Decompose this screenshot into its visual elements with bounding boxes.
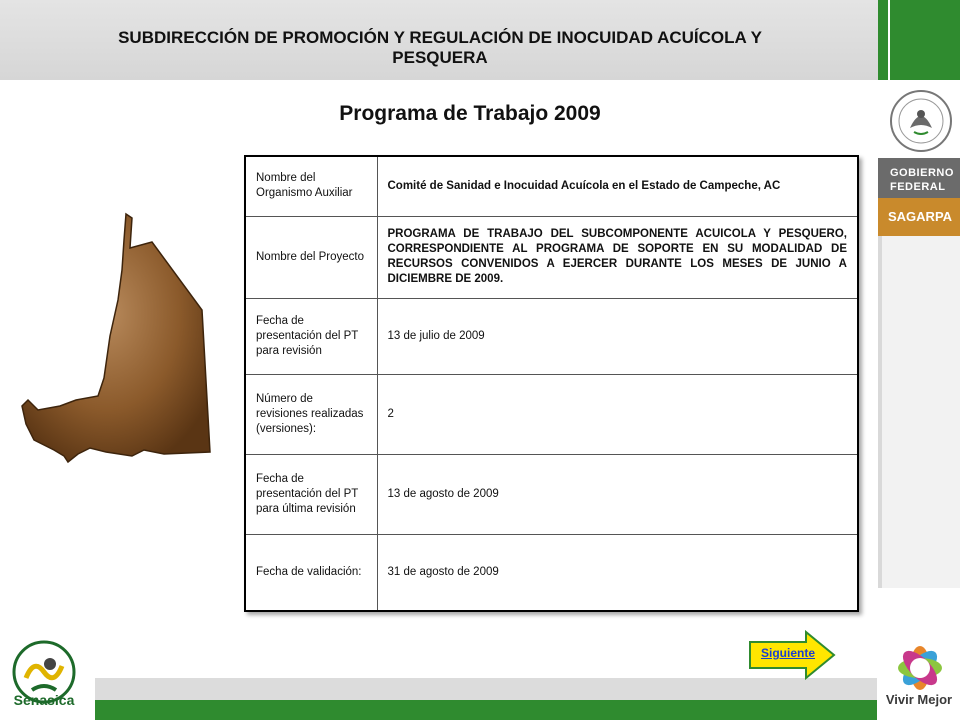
table-row xyxy=(245,156,858,216)
gobierno-federal-label: GOBIERNO FEDERAL xyxy=(878,158,960,202)
table-value-cell: 13 de julio de 2009 xyxy=(377,298,858,374)
table-row xyxy=(245,298,858,374)
table-value-cell: 13 de agosto de 2009 xyxy=(377,454,858,534)
vivir-mejor-label: Vivir Mejor xyxy=(885,692,953,707)
table-value-cell: 31 de agosto de 2009 xyxy=(377,534,858,611)
mexico-seal-icon xyxy=(886,88,956,154)
table-row xyxy=(245,534,858,611)
sagarpa-label: SAGARPA xyxy=(878,198,960,236)
table-value-cell: PROGRAMA DE TRABAJO DEL SUBCOMPONENTE ACUICOLA Y PESQUERO, CORRESPONDIENTE AL PROGRAMA DE SOPORTE EN SU MODALIDAD DE RECURSOS CONVENIDOS A EJERCER DURANTE LOS MESES DE JUNIO A DICIEMBRE DE 2009. xyxy=(377,216,858,298)
senasica-label: Senasica xyxy=(13,692,75,708)
next-link[interactable]: Siguiente xyxy=(760,646,815,660)
header-band xyxy=(0,0,878,80)
program-table xyxy=(244,155,859,612)
campeche-map-icon xyxy=(14,210,214,465)
table-row xyxy=(245,374,858,454)
brand-column-shadow xyxy=(878,236,960,588)
table-label-cell: Número de revisiones realizadas (versiones): xyxy=(245,374,377,454)
table-label-cell: Nombre del Organismo Auxiliar xyxy=(245,156,377,216)
page-title: Programa de Trabajo 2009 xyxy=(339,102,601,125)
table-label-cell: Fecha de presentación del PT para revisión xyxy=(245,298,377,374)
table-value-cell: Comité de Sanidad e Inocuidad Acuícola en el Estado de Campeche, AC xyxy=(377,156,858,216)
table-row xyxy=(245,216,858,298)
table-row xyxy=(245,454,858,534)
table-label-cell: Fecha de presentación del PT para última revisión xyxy=(245,454,377,534)
header-title: SUBDIRECCIÓN DE PROMOCIÓN Y REGULACIÓN DE INOCUIDAD ACUÍCOLA Y PESQUERA xyxy=(118,28,762,67)
table-label-cell: Nombre del Proyecto xyxy=(245,216,377,298)
green-stripe xyxy=(878,0,960,80)
table-value-cell: 2 xyxy=(377,374,858,454)
table-label-cell: Fecha de validación: xyxy=(245,534,377,611)
next-button[interactable] xyxy=(748,630,836,680)
footer-grey-bar xyxy=(95,678,877,700)
footer-green-bar xyxy=(95,700,877,720)
